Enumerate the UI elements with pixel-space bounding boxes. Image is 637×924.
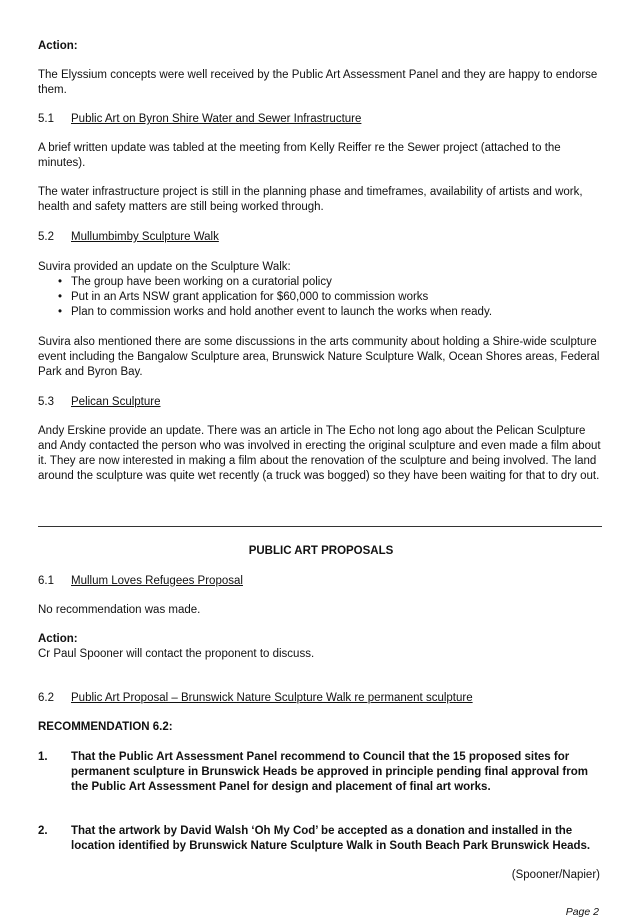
section-5-3-paragraph: Andy Erskine provide an update. There was an article in The Echo not long ago about the Pelican Sculpture and Andy contacted the person who was involved in erecting the original sculpture and even made a film about it. They are now interested in making a film about the renovation of the sculpture and being involved. The land around the sculpture was quite wet recently (a truck was bogged) so they have been waiting for that to dry out. — [38, 425, 601, 482]
section-title: Public Art Proposal – Brunswick Nature Sculpture Walk re permanent sculpture — [71, 692, 473, 704]
section-number: 5.2 — [38, 231, 54, 243]
section-6-1-paragraph: No recommendation was made. — [38, 604, 201, 616]
section-5-1-paragraph-2: The water infrastructure project is still in the planning phase and timeframes, availability of artists and work, health and safety matters are still being worked through. — [38, 186, 583, 213]
section-title: Mullumbimby Sculpture Walk — [71, 231, 219, 243]
section-title: Mullum Loves Refugees Proposal — [71, 575, 243, 587]
item-number: 2. — [38, 825, 48, 837]
section-5-2-heading — [38, 230, 604, 245]
recommendation-item — [38, 824, 604, 854]
bullet-icon: • — [58, 306, 63, 318]
action-heading: Action: — [38, 633, 78, 645]
section-5-2-paragraph-2: Suvira also mentioned there are some discussions in the arts community about holding a Shire-wide sculpture event including the Bangalow Sculpture area, Brunswick Nature Sculpture Walk, Ocean Shores areas, Federal Park and Byron Bay. — [38, 336, 600, 378]
section-title: Pelican Sculpture — [71, 396, 161, 408]
action-heading: Action: — [38, 40, 78, 52]
section-number: 6.1 — [38, 575, 54, 587]
bullet-list — [38, 275, 604, 320]
section-5-2-intro: Suvira provided an update on the Sculpture Walk: — [38, 261, 291, 273]
list-item: • Plan to commission works and hold another event to launch the works when ready. — [58, 306, 493, 318]
list-item: • The group have been working on a curatorial policy — [58, 276, 332, 288]
section-5-1-heading — [38, 112, 604, 127]
section-5-1-paragraph-1: A brief written update was tabled at the meeting from Kelly Reiffer re the Sewer project (attached to the minutes). — [38, 142, 561, 169]
item-text: That the Public Art Assessment Panel recommend to Council that the 15 proposed sites for permanent sculpture in Brunswick Heads be approved in principle pending final approval from the Public Art Assessment Panel for design and placement of final art works. — [71, 751, 588, 793]
proposals-heading: PUBLIC ART PROPOSALS — [248, 545, 394, 557]
recommendation-heading: RECOMMENDATION 6.2: — [38, 721, 173, 733]
list-item: • Put in an Arts NSW grant application for $60,000 to commission works — [58, 291, 429, 303]
section-title: Public Art on Byron Shire Water and Sewer Infrastructure — [71, 113, 362, 125]
page-number: Page 2 — [565, 906, 599, 918]
item-number: 1. — [38, 751, 48, 763]
bullet-icon: • — [58, 276, 63, 288]
section-number: 5.3 — [38, 396, 54, 408]
section-6-1-heading — [38, 574, 604, 589]
action-text: Cr Paul Spooner will contact the proponent to discuss. — [38, 648, 315, 660]
section-6-2-heading — [38, 691, 604, 706]
bullet-icon: • — [58, 291, 63, 303]
mover-seconder: (Spooner/Napier) — [511, 869, 600, 881]
section-divider — [38, 526, 602, 527]
item-text: That the artwork by David Walsh ‘Oh My Cod’ be accepted as a donation and installed in the location identified by Brunswick Nature Sculpture Walk in South Beach Park Brunswick Heads. — [71, 825, 591, 852]
section-number: 6.2 — [38, 692, 54, 704]
recommendation-item — [38, 750, 604, 795]
action-text: The Elyssium concepts were well received by the Public Art Assessment Panel and they are happy to endorse them. — [38, 69, 598, 96]
section-5-3-heading — [38, 395, 604, 410]
section-number: 5.1 — [38, 113, 54, 125]
